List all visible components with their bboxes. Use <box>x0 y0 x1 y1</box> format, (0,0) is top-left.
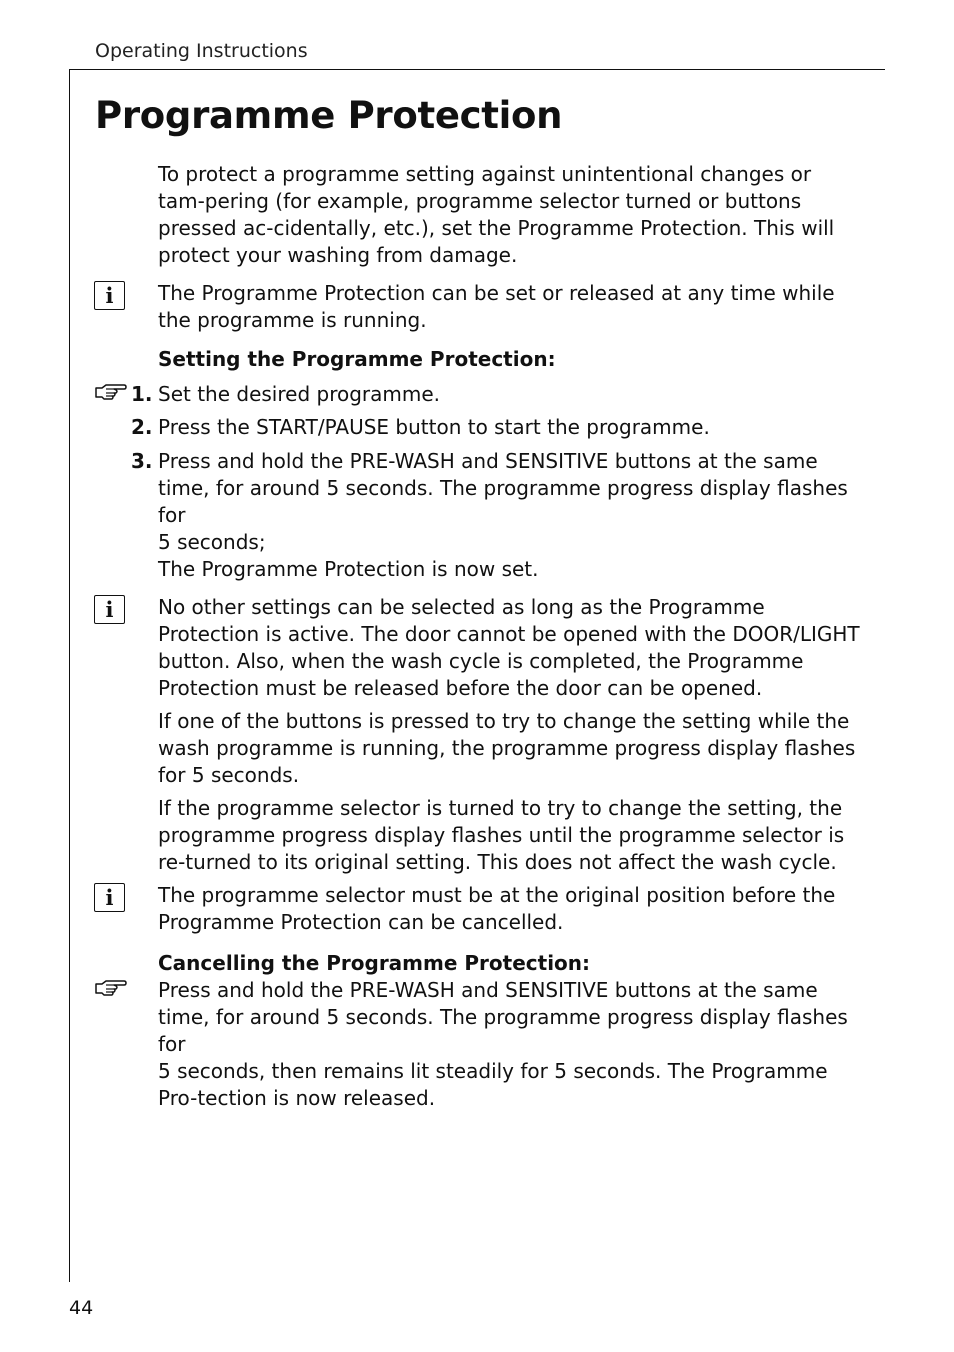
cancelling-heading: Cancelling the Programme Protection: <box>158 951 591 975</box>
info-note-2-text-3: If the programme selector is turned to try to change the setting, the programme progress display flashes until the programme selector is re-turned to its original setting. This does not affect the wash cycle. <box>158 796 845 874</box>
setting-heading: Setting the Programme Protection: <box>158 347 556 371</box>
info-note-2-text-2: If one of the buttons is pressed to try to change the setting while the wash programme is running, the programme progress display flashes for 5 seconds. <box>158 709 856 787</box>
cancelling-section <box>158 950 860 1112</box>
setting-section <box>131 346 860 583</box>
step-2-text: Press the START/PAUSE button to start the programme. <box>158 415 710 439</box>
cancelling-text-2: 5 seconds, then remains lit steadily for 5 seconds. The Programme Pro-tection is now released. <box>158 1059 828 1110</box>
info-note-2-text: No other settings can be selected as long as the Programme Protection is active. The door cannot be opened with the DOOR/LIGHT button. Also, when the wash cycle is completed, the Programme Protection must be released before the door can be opened. <box>158 595 860 700</box>
cancelling-step <box>158 977 860 1112</box>
margin-rule <box>69 69 70 1282</box>
info-icon: i <box>94 281 125 310</box>
step-3-text-line: 5 seconds; <box>158 530 266 554</box>
cancelling-text: Press and hold the PRE-WASH and SENSITIVE buttons at the same time, for around 5 seconds. The programme progress display flashes for <box>158 978 848 1056</box>
info-icon: i <box>94 883 125 912</box>
step-1 <box>131 381 860 408</box>
page-number: 44 <box>69 1297 94 1319</box>
header-rule <box>69 69 885 70</box>
step-2 <box>131 414 860 441</box>
pointing-hand-icon <box>94 380 128 406</box>
info-note-1 <box>105 280 860 334</box>
step-3-text: Press and hold the PRE-WASH and SENSITIVE buttons at the same time, for around 5 seconds. The programme progress display flashes for <box>158 449 848 527</box>
pointing-hand-icon <box>94 976 128 1002</box>
step-3 <box>131 448 860 583</box>
intro-paragraph <box>158 161 860 269</box>
intro-text: To protect a programme setting against unintentional changes or tam-pering (for example, programme selector turned or buttons pressed ac-cidentally, etc.), set the Programme Protection. This will protect your washing from damage. <box>158 162 835 267</box>
step-3-number: 3. <box>131 449 153 473</box>
content-column <box>105 161 860 1112</box>
page-title: Programme Protection <box>95 94 563 137</box>
step-1-number: 1. <box>131 382 153 406</box>
step-2-number: 2. <box>131 415 153 439</box>
info-note-3 <box>105 882 860 936</box>
info-note-2 <box>105 594 860 876</box>
step-3-result: The Programme Protection is now set. <box>158 557 539 581</box>
info-note-3-text: The programme selector must be at the original position before the Programme Protection can be cancelled. <box>158 883 836 934</box>
info-icon: i <box>94 595 125 624</box>
running-head: Operating Instructions <box>95 40 308 62</box>
info-note-1-text: The Programme Protection can be set or released at any time while the programme is running. <box>158 281 835 332</box>
step-1-text: Set the desired programme. <box>158 382 441 406</box>
